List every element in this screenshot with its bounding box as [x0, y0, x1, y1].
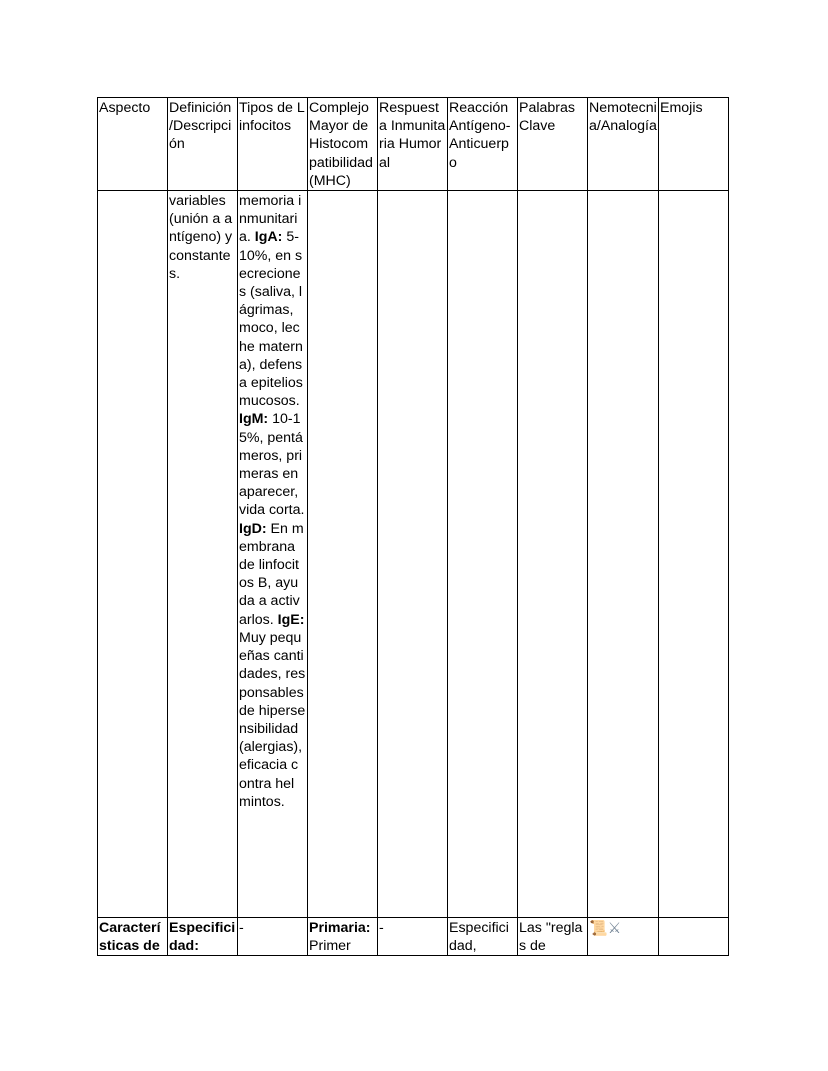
header-reaccion-antigeno: Reacción Antígeno-Anticuerpo — [448, 98, 518, 191]
igm-label: IgM: — [239, 411, 269, 428]
iga-text: 5-10%, en secreciones (saliva, lágrimas, moco, leche materna), defensa epitelios mucosos. — [239, 229, 303, 410]
cell-reaccion-antigeno — [448, 191, 518, 918]
mhc-text: Primer — [309, 938, 351, 955]
cell-emojis — [659, 191, 729, 918]
cell-mhc — [308, 918, 378, 956]
header-nemotecnia: Nemotecnia/Analogía — [588, 98, 659, 191]
header-emojis: Emojis — [659, 98, 729, 191]
header-palabras-clave: Palabras Clave — [518, 98, 588, 191]
cell-tipos-linfocitos: - — [238, 918, 308, 956]
table-header-row — [98, 98, 729, 191]
cell-palabras-clave: Las "reglas de — [518, 918, 588, 956]
cell-mhc — [308, 191, 378, 918]
header-aspecto: Aspecto — [98, 98, 168, 191]
cell-tipos-linfocitos — [238, 191, 308, 918]
igd-label: IgD: — [239, 520, 267, 537]
cell-emojis — [659, 918, 729, 956]
crossed-swords-icon: ⚔ — [607, 919, 622, 938]
header-tipos-linfocitos: Tipos de Linfocitos — [238, 98, 308, 191]
cell-definicion: variables (unión a antígeno) y constantes. — [168, 191, 238, 918]
mhc-label: Primaria: — [309, 920, 371, 937]
igd-text: En membrana de linfocitos B, ayuda a activarlos. — [239, 520, 304, 628]
definicion-text: Especificidad: — [169, 920, 236, 955]
header-definicion: Definición /Descripción — [168, 98, 238, 191]
table-row — [98, 918, 729, 956]
study-table — [97, 97, 729, 956]
header-mhc: Complejo Mayor de Histocompatibilidad (MHC) — [308, 98, 378, 191]
cell-reaccion-antigeno: Especificidad, — [448, 918, 518, 956]
table-row — [98, 191, 729, 918]
cell-definicion — [168, 918, 238, 956]
cell-palabras-clave — [518, 191, 588, 918]
scroll-icon: 📜 — [589, 919, 608, 938]
tipos-intro: memoria inmunitaria. — [239, 193, 302, 246]
ige-label: IgE: — [277, 611, 305, 628]
cell-respuesta-humoral — [378, 191, 448, 918]
cell-nemotecnia — [588, 191, 659, 918]
aspecto-text: Características de — [99, 920, 161, 955]
cell-nemotecnia — [588, 918, 659, 956]
igm-text: 10-15%, pentámeros, primeras en aparecer, vida corta. — [239, 411, 305, 519]
cell-respuesta-humoral: - — [378, 918, 448, 956]
cell-aspecto — [98, 191, 168, 918]
header-respuesta-humoral: Respuesta Inmunitaria Humoral — [378, 98, 448, 191]
cell-aspecto — [98, 918, 168, 956]
iga-label: IgA: — [254, 229, 283, 246]
ige-text: Muy pequeñas cantidades, responsables de hipersensibilidad (alergias), eficacia contra helmintos. — [239, 629, 306, 810]
